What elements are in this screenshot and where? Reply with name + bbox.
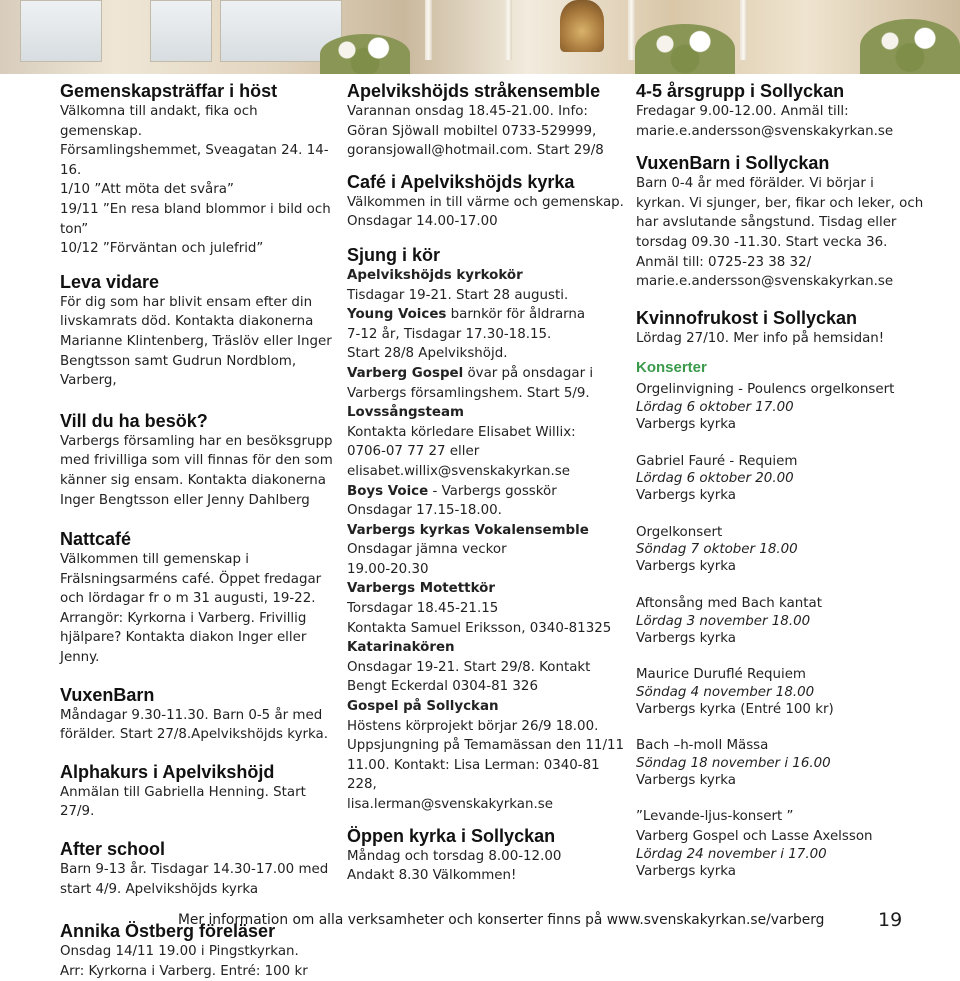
section-line: Start 28/8 Apelvikshöjd. [347,346,508,362]
page-number: 19 [878,909,903,931]
concert-place: Varbergs kyrka [636,416,737,432]
concert-name: ”Levande-ljus-konsert ” [636,809,794,825]
concert-place: Varbergs kyrka [636,772,737,788]
section-line: För dig som har blivit ensam efter din [60,294,313,310]
section-line: Andakt 8.30 Välkommen! [347,868,517,884]
section-line: Apelvikshöjds kyrkokör [347,267,523,283]
column-left [60,80,336,981]
section-line: Uppsjungning på Temamässan den 11/11 [347,738,624,754]
section-line: marie.e.andersson@svenskakyrkan.se [636,274,894,290]
section-line: 19/11 ”En resa bland blommor i bild och ton” [60,201,331,237]
candle [740,0,747,60]
concert-name: Orgelkonsert [636,524,723,540]
section-line: Anmäl till: 0725-23 38 32/ [636,254,812,270]
candle [505,0,512,60]
section-line: Varbergs församlingshem. Start 5/9. [347,385,590,401]
concert-date: Lördag 6 oktober 17.00 [636,399,794,415]
section-line: Barn 0-4 år med förälder. Vi börjar i [636,176,874,192]
section-line: Fredagar 9.00-12.00. Anmäl till: [636,104,849,119]
stained-window [150,0,212,62]
footer-note: Mer information om alla verksamheter och konserter finns på www.svenskakyrkan.se/varberg [178,912,825,928]
concert-date: Lördag 3 november 18.00 [636,613,811,629]
section-line: start 4/9. Apelvikshöjds kyrka [60,881,259,897]
section-line: Välkommen till gemenskap i [60,552,249,568]
section-line: Varannan onsdag 18.45-21.00. Info: [347,104,588,119]
section-line: Arr: Kyrkorna i Varberg. Entré: 100 kr [60,963,308,979]
section-line: elisabet.willix@svenskakyrkan.se [347,463,570,479]
section [60,80,336,259]
concert-place: Varbergs kyrka [636,863,737,879]
section [60,761,336,822]
section-line: Anmälan till Gabriella Henning. Start 27/9. [60,784,306,820]
section-line: Bengt Eckerdal 0304-81 326 [347,679,538,695]
concert-item [636,736,940,790]
section-title: Apelvikshöjds stråkensemble [347,81,601,101]
section-line: Torsdagar 18.45-21.15 [347,601,499,617]
section-line: Varbergs församling har en besöksgrupp [60,433,333,449]
concert-name: Orgelinvigning - Poulencs orgelkonsert [636,382,895,398]
gold-vessel [560,0,604,52]
bold-phrase: Varberg Gospel [347,365,464,381]
concert-date: Lördag 6 oktober 20.00 [636,471,794,487]
section-line: Varberg, [60,373,117,389]
section-title: 4-5 årsgrupp i Sollyckan [636,81,845,101]
section-line: Katarinakören [347,640,455,656]
stained-window [20,0,102,62]
concert-date: Söndag 4 november 18.00 [636,684,815,700]
concert-name: Gabriel Fauré - Requiem [636,453,798,469]
section-line: kyrkan. Vi sjunger, ber, fikar och leker, och [636,195,924,211]
flowers [635,24,735,74]
section-title: VuxenBarn i Sollyckan [636,153,830,174]
concert-date: Söndag 18 november i 16.00 [636,755,831,771]
section-line: Tisdagar 19-21. Start 28 augusti. [347,287,569,303]
section-line: goransjowall@hotmail.com. Start 29/8 [347,143,604,159]
section [60,528,336,668]
section-title: Café i Apelvikshöjds kyrka [347,171,575,192]
concert-place: Varbergs kyrka [636,488,737,504]
section-line: Gospel på Sollyckan [347,699,499,715]
section-line: Onsdagar jämna veckor [347,542,507,558]
section-title: After school [60,839,166,860]
candle [425,0,432,60]
section-line: 0706-07 77 27 eller [347,444,480,460]
section [347,171,627,232]
section-title: Öppen kyrka i Sollyckan [347,825,556,846]
section-line: Onsdagar 19-21. Start 29/8. Kontakt [347,659,591,675]
bold-phrase: Boys Voice [347,483,429,499]
concert-item [636,523,940,577]
concert-item [636,807,940,881]
flowers [320,34,410,74]
section-line: lisa.lerman@svenskakyrkan.se [347,797,553,812]
section-line: Bengtsson samt Gudrun Nordblom, [60,353,297,369]
section-line: har avslutande sångstund. Tisdag eller [636,215,897,231]
section-line: Lovssångsteam [347,405,464,421]
section-line: Höstens körprojekt börjar 26/9 18.00. [347,718,599,734]
concert-artist: Varberg Gospel och Lasse Axelsson [636,829,873,845]
concert-item [636,380,940,434]
section-line: Varberg Gospel övar på onsdagar i [347,365,594,381]
section-line: Måndag och torsdag 8.00-12.00 [347,848,562,864]
header-photo [0,0,960,74]
section-line: med frivilliga som vill finnas för den som [60,453,333,469]
section-line: livskamrats död. Kontakta diakonerna [60,314,314,330]
bold-phrase: Young Voices [347,307,447,323]
section [347,80,627,161]
section-line: känner sig ensam. Kontakta diakonerna [60,472,326,488]
section-line: förälder. Start 27/8.Apelvikshöjds kyrka. [60,727,328,743]
concert-date: Söndag 7 oktober 18.00 [636,542,798,558]
section-line: Varbergs Motettkör [347,581,495,597]
section [636,152,940,292]
flowers [860,19,960,74]
concert-place: Varbergs kyrka [636,630,737,646]
section-line: Inger Bengtsson eller Jenny Dahlberg [60,492,310,508]
section-line: torsdag 09.30 -11.30. Start vecka 36. [636,234,888,250]
section-line: Lördag 27/10. Mer info på hemsidan! [636,330,885,346]
section-line: 19.00-20.30 [347,561,429,577]
concert-name: Bach –h-moll Mässa [636,738,769,754]
section [347,244,627,815]
section-line: 10/12 ”Förväntan och julefrid” [60,241,264,257]
section-title: Nattcafé [60,529,132,550]
section-line: Onsdagar 14.00-17.00 [347,214,498,230]
section-line: Församlingshemmet, Sveagatan 24. 14-16. [60,143,329,178]
section-line: 1/10 ”Att möta det svåra” [60,182,234,198]
concert-item [636,594,940,648]
section-title: Gemenskapsträffar i höst [60,81,278,101]
concert-name: Maurice Duruflé Requiem [636,667,806,683]
concert-item [636,665,940,719]
section [60,271,336,391]
section-line: Göran Sjöwall mobiltel 0733-529999, [347,123,597,139]
section-title: VuxenBarn [60,684,155,705]
section-line: 11.00. Kontakt: Lisa Lerman: 0340-81 228, [347,757,600,793]
section-line: och lördagar fr o m 31 augusti, 19-22. [60,591,316,607]
column-right [636,80,940,898]
section [60,684,336,745]
section-title: Alphakurs i Apelvikshöjd [60,761,275,782]
section-line: Välkomna till andakt, fika och gemenskap. [60,104,258,139]
concert-place: Varbergs kyrka [636,559,737,575]
concert-name: Aftonsång med Bach kantat [636,595,822,611]
section [60,920,336,981]
section-line: 7-12 år, Tisdagar 17.30-18.15. [347,326,552,342]
section-line: Young Voices barnkör för åldrarna [347,307,586,323]
section-line: Måndagar 9.30-11.30. Barn 0-5 år med [60,707,323,723]
section-title: Annika Östberg föreläser [60,921,276,942]
section [60,838,336,899]
section [636,80,940,141]
section-line: Boys Voice - Varbergs gosskör [347,483,557,499]
section-line: Barn 9-13 år. Tisdagar 14.30-17.00 med [60,862,329,878]
section-line: Kontakta körledare Elisabet Willix: [347,424,576,440]
section-line: Arrangör: Kyrkorna i Varberg. Frivillig [60,610,307,626]
section-title: Leva vidare [60,271,160,292]
section-line: Varbergs kyrkas Vokalensemble [347,522,589,538]
section [347,825,627,886]
section [60,410,336,510]
section-line: Marianne Klintenberg, Träslöv eller Inger [60,333,332,349]
konserter-heading: Konserter [636,359,707,377]
candle [628,0,635,60]
section-line: marie.e.andersson@svenskakyrkan.se [636,123,894,139]
section-line: hjälpare? Kontakta diakon Inger eller Jenny. [60,630,307,666]
section [636,307,940,349]
section-line: Kontakta Samuel Eriksson, 0340-81325 [347,620,612,636]
concert-item [636,452,940,506]
concert-place: Varbergs kyrka (Entré 100 kr) [636,701,834,717]
section-title: Sjung i kör [347,244,441,265]
column-middle [347,80,627,886]
section-title: Kvinnofrukost i Sollyckan [636,307,858,328]
section-line: Frälsningsarméns café. Öppet fredagar [60,571,322,587]
section-line: Välkommen in till värme och gemenskap. [347,194,624,210]
section-line: Onsdag 14/11 19.00 i Pingstkyrkan. [60,944,299,960]
section-line: Onsdagar 17.15-18.00. [347,503,502,519]
section-title: Vill du ha besök? [60,410,208,431]
concert-date: Lördag 24 november i 17.00 [636,846,827,862]
